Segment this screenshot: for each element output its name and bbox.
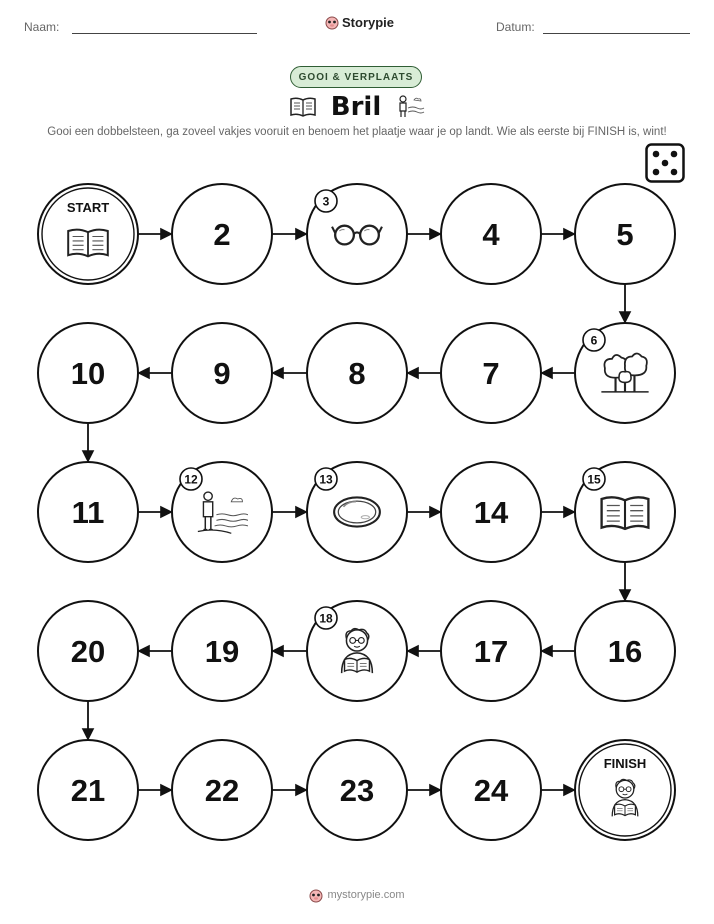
date-label: Datum: [496, 20, 535, 34]
cell-number: 19 [204, 634, 240, 669]
cell-number: 5 [616, 217, 634, 252]
cell-number: 9 [213, 356, 231, 391]
board-cell-7[interactable] [441, 323, 541, 423]
pig-icon [309, 887, 323, 903]
footer-site: mystorypie.com [327, 889, 405, 901]
board-cell-12[interactable] [172, 462, 272, 562]
cell-number: 14 [473, 495, 509, 530]
board-cell-16[interactable] [575, 601, 675, 701]
cell-number: 23 [339, 773, 375, 808]
cell-number: 17 [473, 634, 509, 669]
game-badge: GOOI & VERPLAATS [290, 66, 422, 88]
cell-number: 13 [319, 472, 333, 487]
board-cell-24[interactable] [441, 740, 541, 840]
cell-number: 3 [322, 194, 330, 209]
instructions: Gooi een dobbelsteen, ga zoveel vakjes vooruit en benoem het plaatje waar je op landt. Wie als eerste bij FINISH is, wint! [47, 126, 667, 138]
lens-icon [334, 497, 380, 526]
name-label: Naam: [24, 20, 60, 34]
cell-number: 11 [71, 495, 105, 530]
cell-number: 16 [607, 634, 643, 669]
cell-number: 20 [70, 634, 106, 669]
cell-number: 8 [348, 356, 366, 391]
board-cell-22[interactable] [172, 740, 272, 840]
board-cell-3[interactable] [307, 184, 407, 284]
board-cell-25[interactable] [575, 740, 675, 840]
board-cell-17[interactable] [441, 601, 541, 701]
board-cell-5[interactable] [575, 184, 675, 284]
cell-number: 22 [204, 773, 240, 808]
cell-number: 18 [319, 611, 333, 626]
cell-label: START [66, 200, 110, 215]
cell-number: 2 [213, 217, 231, 252]
board-cell-6[interactable] [575, 323, 675, 423]
board-cell-19[interactable] [172, 601, 272, 701]
board-cell-13[interactable] [307, 462, 407, 562]
board-cell-15[interactable] [575, 462, 675, 562]
cell-label: FINISH [603, 756, 647, 771]
cell-number: 21 [70, 773, 106, 808]
footer [0, 887, 714, 903]
board-cell-1[interactable] [38, 184, 138, 284]
board-cell-11[interactable] [38, 462, 138, 562]
book-icon [602, 497, 649, 529]
board-cell-2[interactable] [172, 184, 272, 284]
board-cell-21[interactable] [38, 740, 138, 840]
board-cell-20[interactable] [38, 601, 138, 701]
board-cell-4[interactable] [441, 184, 541, 284]
cell-number: 24 [473, 773, 509, 808]
cell-number: 7 [482, 356, 500, 391]
cell-number: 6 [590, 333, 598, 348]
board-cell-23[interactable] [307, 740, 407, 840]
page-title: Bril [330, 92, 382, 122]
cell-number: 12 [184, 472, 198, 487]
book-icon [68, 230, 108, 257]
board-cell-8[interactable] [307, 323, 407, 423]
board-cell-10[interactable] [38, 323, 138, 423]
board-cell-18[interactable] [307, 601, 407, 701]
board-cell-9[interactable] [172, 323, 272, 423]
cell-number: 4 [482, 217, 500, 252]
board-cell-14[interactable] [441, 462, 541, 562]
cell-number: 10 [70, 356, 106, 391]
brand-name: Storypie [342, 14, 395, 30]
cell-number: 15 [587, 472, 601, 487]
